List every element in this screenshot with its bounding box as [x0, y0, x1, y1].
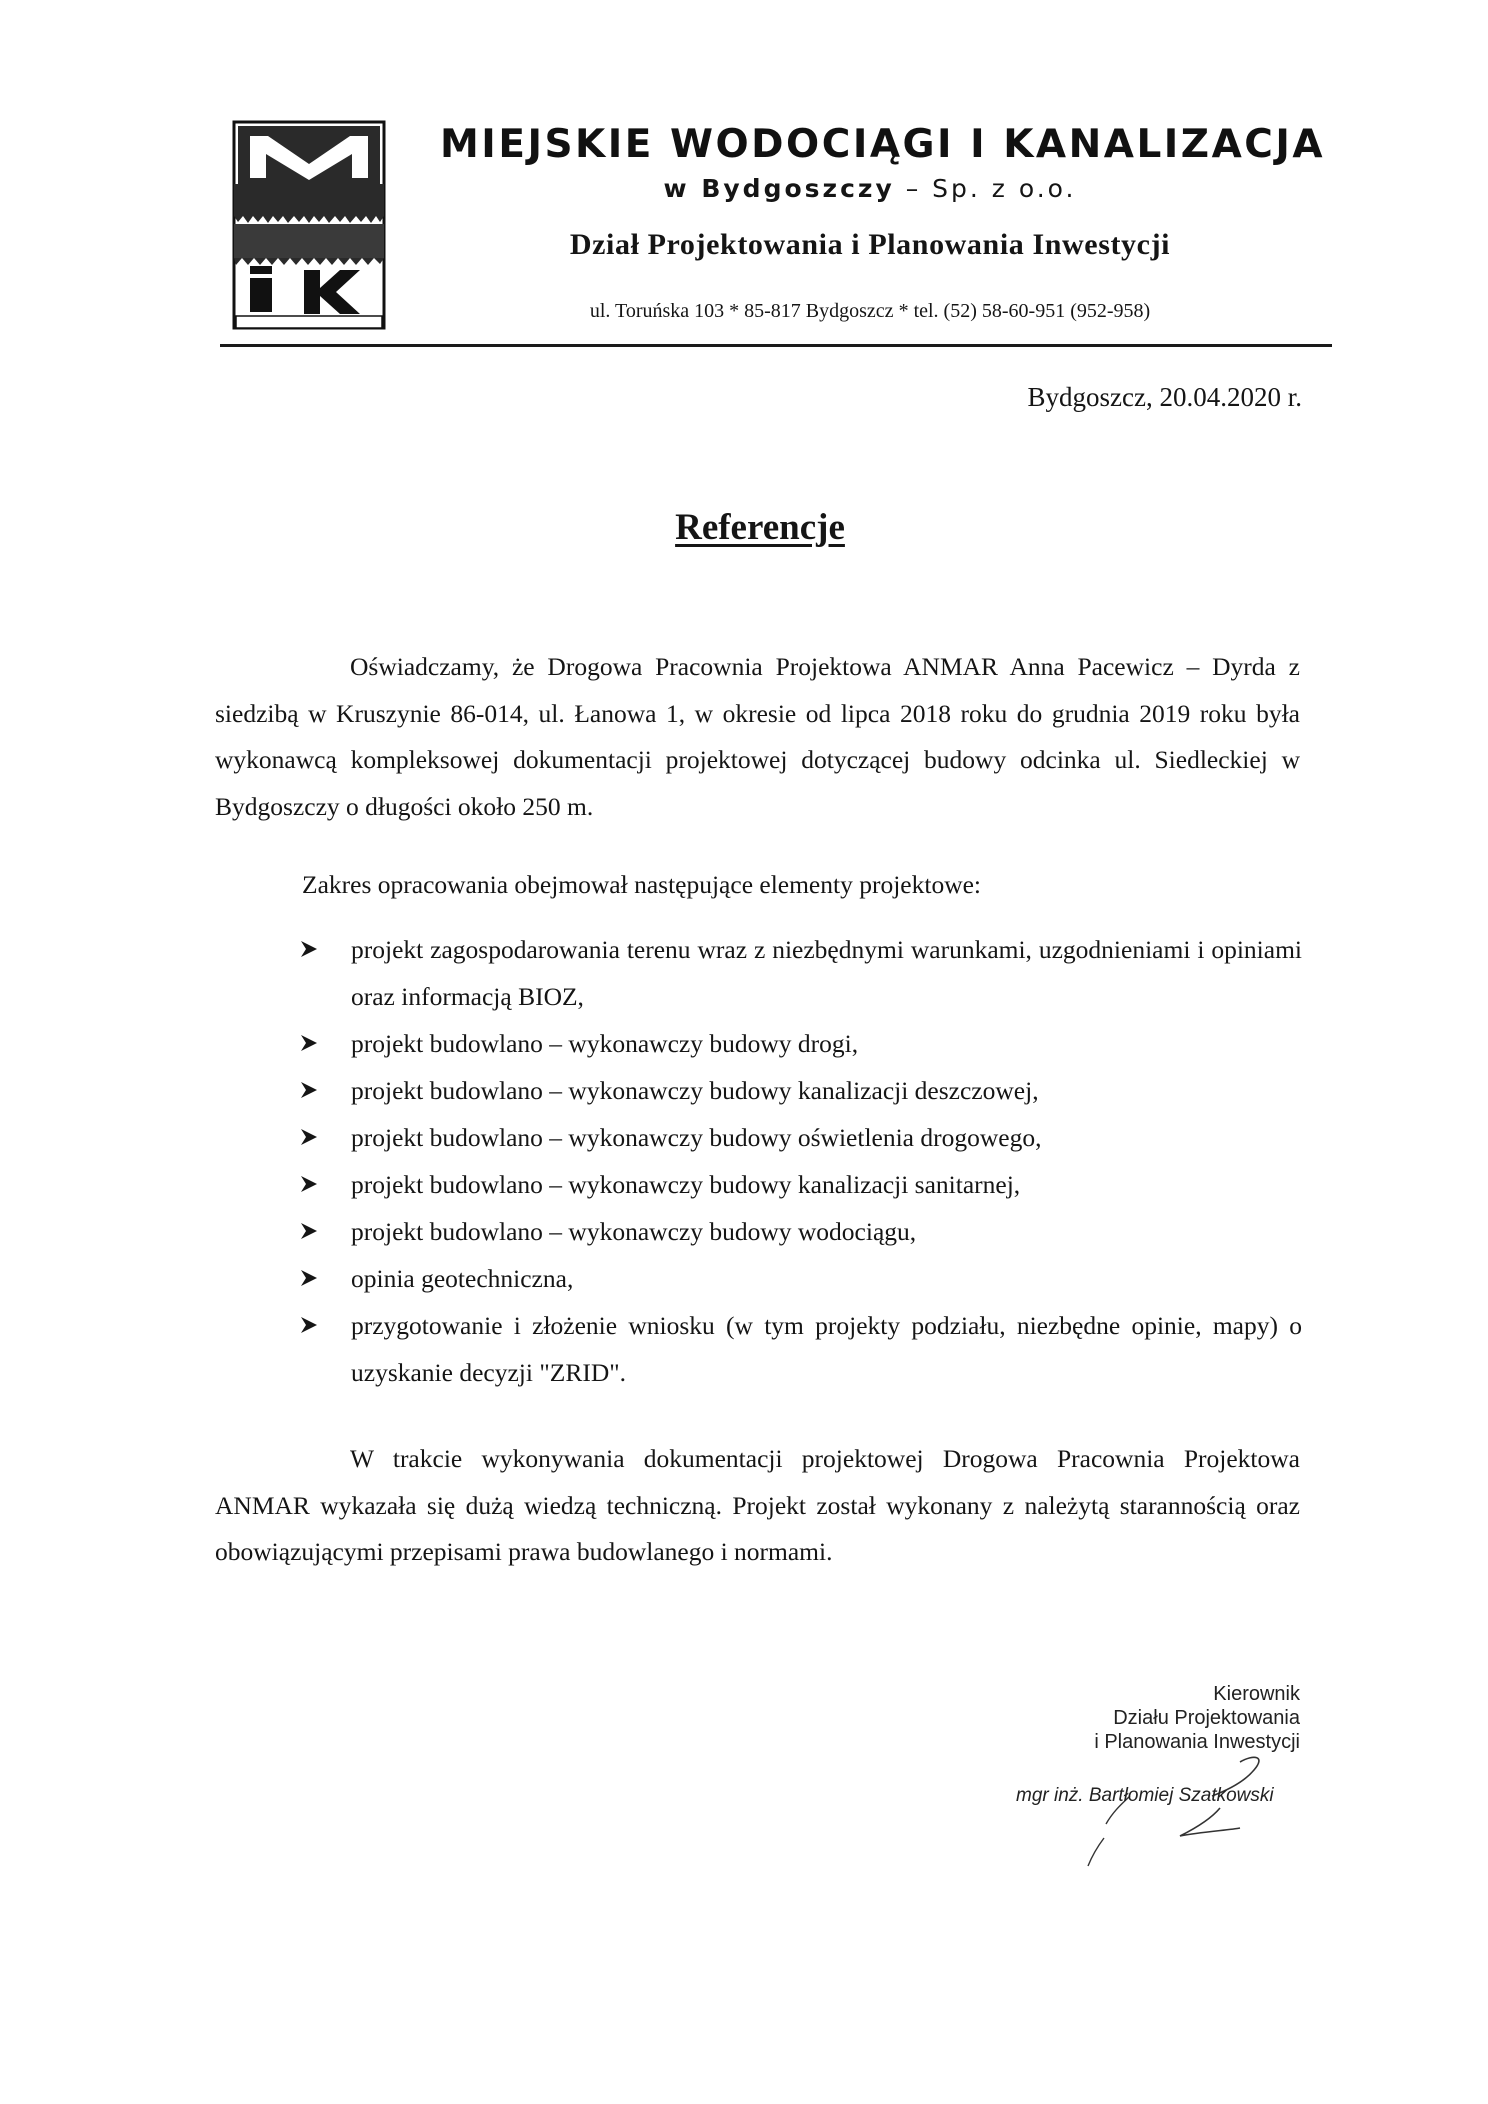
arrow-bullet-icon — [300, 1269, 318, 1287]
arrow-bullet-icon — [300, 1222, 318, 1240]
arrow-bullet-icon — [300, 1316, 318, 1334]
signatory-department: Działu Projektowania — [1113, 1707, 1300, 1729]
arrow-bullet-icon — [300, 1081, 318, 1099]
list-item — [300, 1302, 1302, 1396]
department-name: Dział Projektowania i Planowania Inwestycji — [569, 228, 1171, 261]
list-item — [300, 1255, 1302, 1302]
intro-paragraph: Oświadczamy, że Drogowa Pracownia Projektowa ANMAR Anna Pacewicz – Dyrda z siedzibą w Kruszynie 86-014, ul. Łanowa 1, w okresie od lipca 2018 roku do grudnia 2019 roku była wykonawcą kompleksowej dokumentacji projektowej dotyczącej budowy odcinka ul. Siedleckiej w Bydgoszczy o długości około 250 m. — [215, 652, 1300, 821]
signatory-name: mgr inż. Bartłomiej Szatkowski — [1016, 1785, 1274, 1806]
signature-block — [1010, 1682, 1300, 1754]
closing-paragraph: W trakcie wykonywania dokumentacji projektowej Drogowa Pracownia Projektowa ANMAR wykazała się dużą wiedzą techniczną. Projekt został wykonany z należytą starannością oraz obowiązującymi przepisami prawa budowlanego i normami. — [215, 1444, 1300, 1566]
list-item — [300, 1114, 1302, 1161]
list-item-text: projekt zagospodarowania terenu wraz z niezbędnymi warunkami, uzgodnieniami i opiniami oraz informacją BIOZ, — [351, 935, 1302, 1011]
signatory-title: Kierownik — [1213, 1683, 1300, 1705]
mwik-logo-icon — [232, 120, 390, 332]
company-legal-form — [440, 174, 1300, 203]
header-divider — [220, 344, 1332, 347]
scope-intro: Zakres opracowania obejmował następujące elementy projektowe: — [302, 870, 982, 899]
list-item-text: przygotowanie i złożenie wniosku (w tym projekty podziału, niezbędne opinie, mapy) o uzyskanie decyzji "ZRID". — [351, 1311, 1302, 1387]
company-address: ul. Toruńska 103 * 85-817 Bydgoszcz * tel. (52) 58-60-951 (952-958) — [589, 300, 1151, 322]
list-item-text: projekt budowlano – wykonawczy budowy kanalizacji sanitarnej, — [351, 1170, 1021, 1199]
company-form: – Sp. z o.o. — [894, 174, 1077, 203]
list-item — [300, 1208, 1302, 1255]
arrow-bullet-icon — [300, 1034, 318, 1052]
list-item-text: projekt budowlano – wykonawczy budowy oświetlenia drogowego, — [351, 1123, 1042, 1152]
list-item-text: projekt budowlano – wykonawczy budowy drogi, — [351, 1029, 859, 1058]
place-date: Bydgoszcz, 20.04.2020 r. — [1027, 382, 1302, 412]
list-item — [300, 1161, 1302, 1208]
list-item — [300, 926, 1302, 1020]
letter-heading: Referencje — [675, 507, 845, 548]
list-item-text: projekt budowlano – wykonawczy budowy wodociągu, — [351, 1217, 917, 1246]
signatory-department-cont: i Planowania Inwestycji — [1094, 1731, 1300, 1753]
arrow-bullet-icon — [300, 1128, 318, 1146]
list-item — [300, 1020, 1302, 1067]
company-name: MIEJSKIE WODOCIĄGI I KANALIZACJA — [440, 122, 1326, 167]
list-item-text: projekt budowlano – wykonawczy budowy kanalizacji deszczowej, — [351, 1076, 1039, 1105]
arrow-bullet-icon — [300, 1175, 318, 1193]
company-logo — [232, 120, 390, 332]
list-item-text: opinia geotechniczna, — [351, 1264, 574, 1293]
company-city: w Bydgoszczy — [663, 174, 895, 203]
list-item — [300, 1067, 1302, 1114]
arrow-bullet-icon — [300, 940, 318, 958]
scope-list — [300, 926, 1302, 1396]
